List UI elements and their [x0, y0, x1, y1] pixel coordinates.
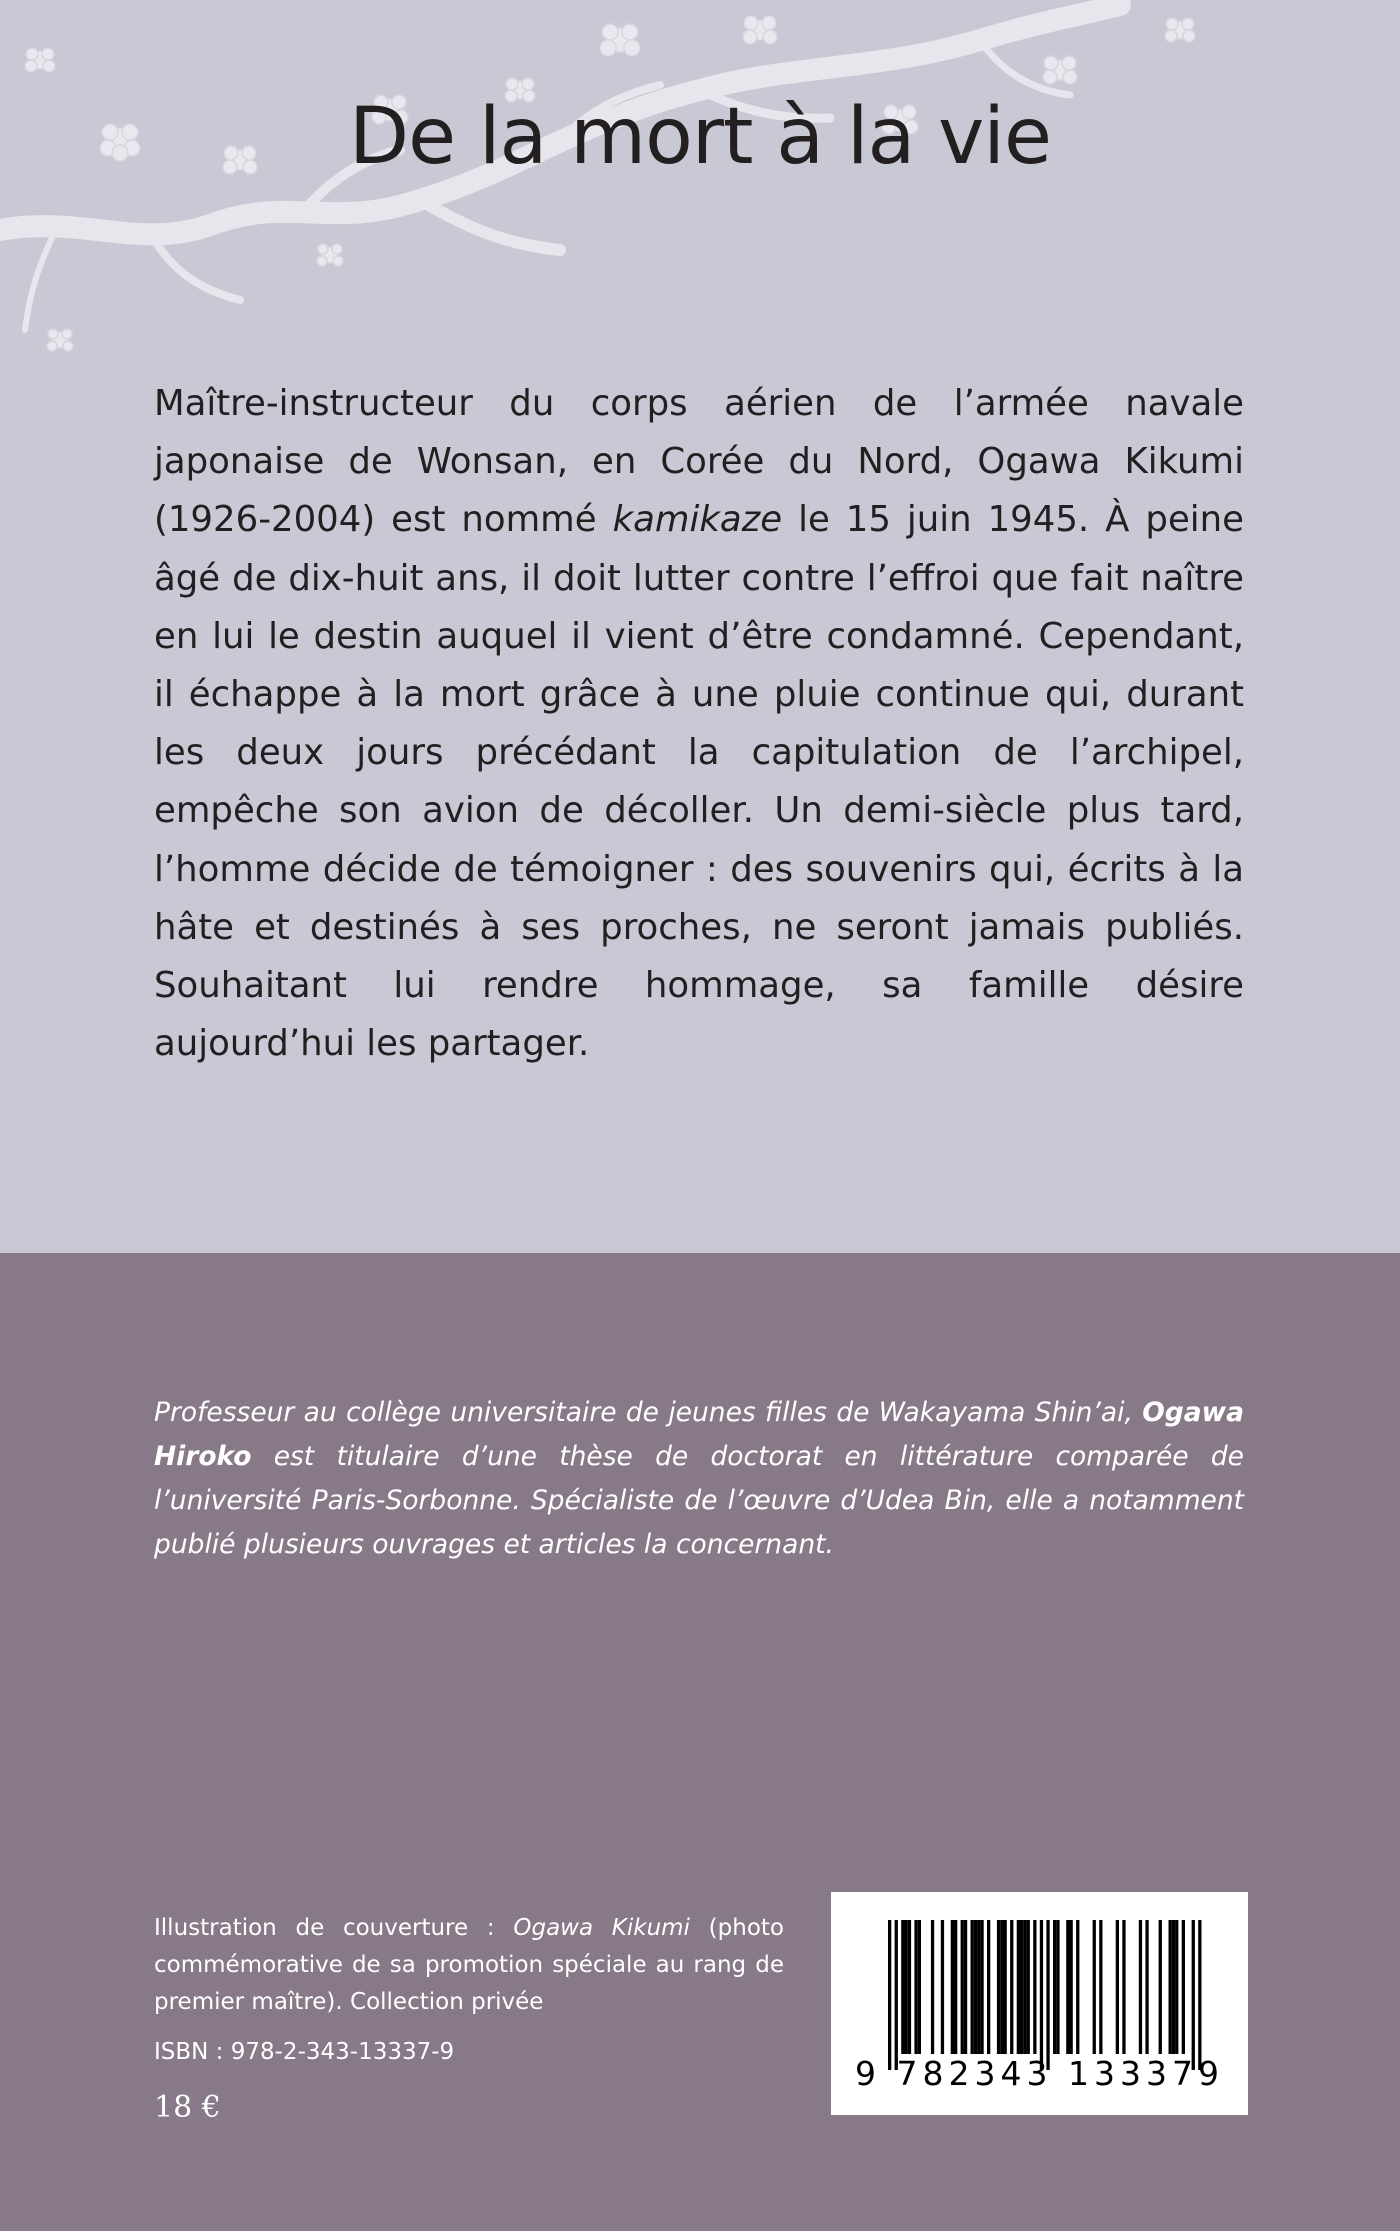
barcode-bar — [918, 1920, 921, 2054]
barcode-number: 9 782343 133379 — [855, 2054, 1224, 2093]
barcode-bar — [1099, 1920, 1102, 2054]
summary-text-2: le 15 juin 1945. À peine âgé de dix-huit ans, il doit lutter contre l’effroi que fait naître en lui le destin auquel il vient d’être condamné. Cependant, il échappe à la mort grâce à une pluie continue qui, durant les deux jours précédant la capitulation de l’archipel, empêche son avion de décoller. Un demi-siècle plus tard, l’homme décide de témoigner : des souvenirs qui, écrits à la hâte et destinés à ses proches, ne seront jamais publiés. Souhaitant lui rendre hommage, sa famille désire aujourd’hui les partager. — [154, 499, 1244, 1065]
barcode-bar — [1182, 1920, 1185, 2054]
barcode-bar — [1033, 1920, 1036, 2054]
credit-photographer: Ogawa Kikumi — [513, 1915, 690, 1941]
barcode-bar — [1093, 1920, 1096, 2054]
barcode-bar — [1175, 1920, 1178, 2054]
book-title: De la mort à la vie — [349, 92, 1051, 182]
barcode-bar — [941, 1920, 944, 2054]
barcode-bar — [961, 1920, 964, 2054]
barcode-bar — [901, 1920, 904, 2054]
barcode-bar — [908, 1920, 911, 2054]
barcode-bar — [1056, 1920, 1059, 2054]
barcode-bar — [931, 1920, 934, 2054]
barcode-bar — [980, 1920, 983, 2054]
barcode-bar — [895, 1920, 898, 2070]
barcode-bar — [1017, 1920, 1020, 2054]
bottom-panel — [0, 1253, 1400, 2231]
barcode-bar — [1000, 1920, 1003, 2054]
barcode-bar — [971, 1920, 974, 2054]
credit-text-2: (photo commémorative de sa promotion spéciale au rang de premier maître). Collection privée — [154, 1915, 784, 2015]
barcode-bar — [1139, 1920, 1142, 2054]
author-name: Ogawa Hiroko — [154, 1397, 1244, 1472]
barcode-bar — [974, 1920, 977, 2054]
barcode-bar — [914, 1920, 917, 2054]
isbn-label: ISBN : 978-2-343-13337-9 — [154, 2039, 455, 2065]
barcode-bar — [888, 1920, 891, 2070]
barcode — [831, 1892, 1248, 2115]
barcode-bar — [1192, 1920, 1195, 2070]
barcode-bar — [1145, 1920, 1148, 2054]
barcode-bar — [1122, 1920, 1125, 2054]
barcode-bar — [1070, 1920, 1073, 2054]
barcode-bar — [1198, 1920, 1201, 2070]
credit-text-1: Illustration de couverture : — [154, 1915, 514, 1941]
barcode-bar — [905, 1920, 908, 2054]
barcode-bar — [1046, 1920, 1049, 2070]
barcode-bar — [1010, 1920, 1013, 2054]
barcode-bar — [1040, 1920, 1043, 2070]
barcode-bar — [1172, 1920, 1175, 2054]
barcode-bar — [1023, 1920, 1026, 2054]
barcode-bar — [964, 1920, 967, 2054]
cherry-blossom-branch-illustration — [0, 0, 1400, 380]
price-label: 18 € — [154, 2090, 221, 2125]
book-summary — [154, 375, 1244, 1073]
barcode-bar — [1169, 1920, 1172, 2054]
barcode-bar — [1116, 1920, 1119, 2054]
barcode-bar — [1027, 1920, 1030, 2054]
summary-italic-term: kamikaze — [612, 499, 783, 541]
barcode-bar — [1159, 1920, 1162, 2054]
barcode-bar — [951, 1920, 954, 2054]
barcode-bar — [954, 1920, 957, 2054]
summary-text-1: Maître-instructeur du corps aérien de l’armée navale japonaise de Wonsan, en Corée du Nord, Ogawa Kikumi (1926-2004) est nommé — [154, 383, 1244, 541]
barcode-bar — [997, 1920, 1000, 2054]
barcode-bar — [1076, 1920, 1079, 2054]
barcode-bar — [1053, 1920, 1056, 2054]
bio-text-1: Professeur au collège universitaire de jeunes filles de Wakayama Shin’ai, — [154, 1397, 1143, 1428]
barcode-bar — [1004, 1920, 1007, 2054]
author-bio — [154, 1391, 1244, 1567]
bio-text-2: est titulaire d’une thèse de doctorat en littérature comparée de l’université Paris-Sorbonne. Spécialiste de l’œuvre d’Udea Bin, elle a notamment publié plusieurs ouvrages et articles la concernant. — [154, 1441, 1244, 1560]
cover-illustration-credit — [154, 1910, 784, 2021]
barcode-bar — [1066, 1920, 1069, 2054]
barcode-bar — [1020, 1920, 1023, 2054]
barcode-bar — [977, 1920, 980, 2054]
barcode-bar — [987, 1920, 990, 2054]
